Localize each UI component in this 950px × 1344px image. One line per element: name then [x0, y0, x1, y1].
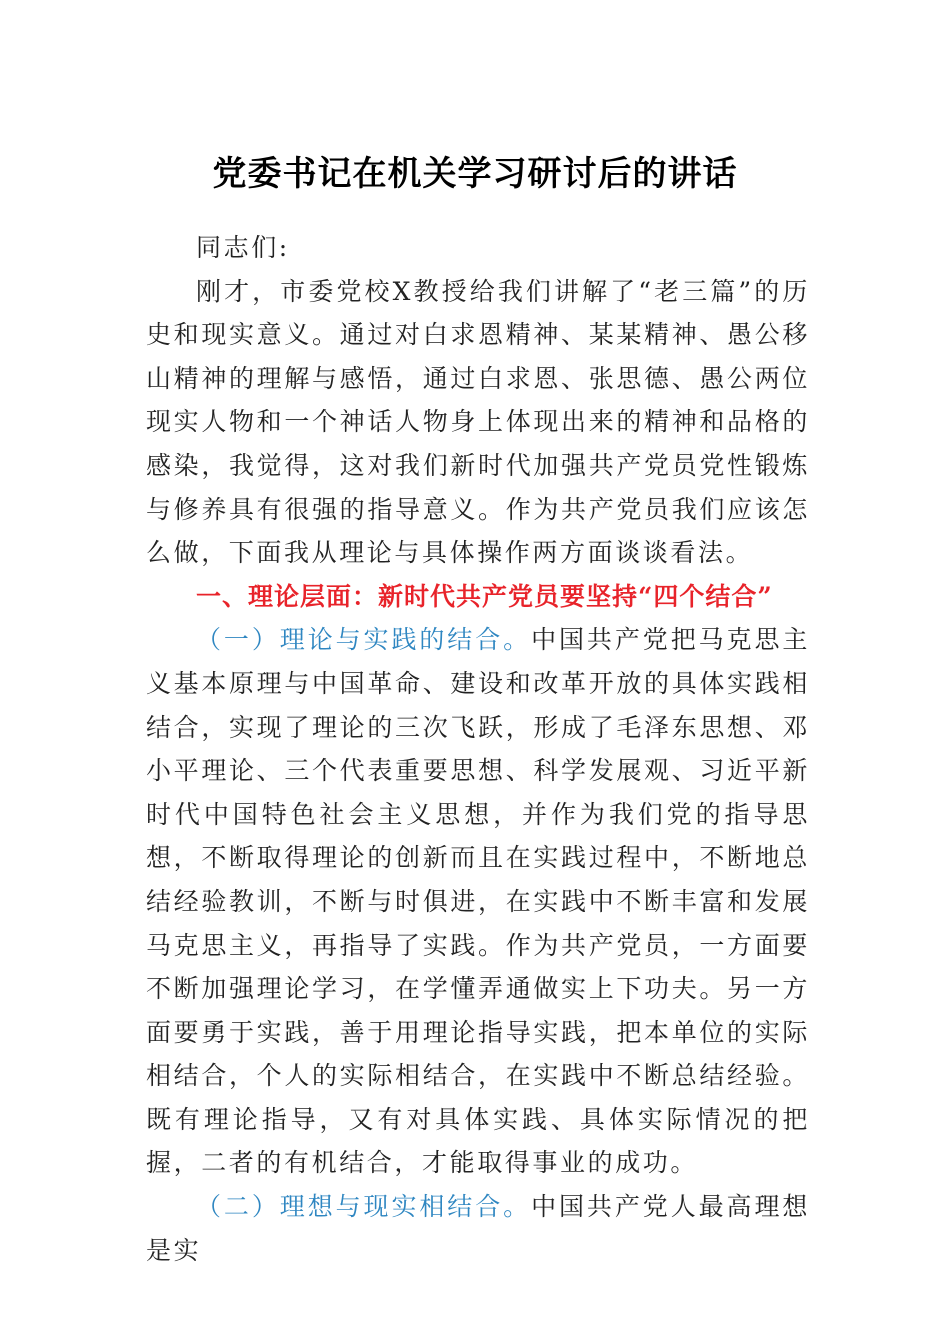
- section-1-label: （一）理论与实践的结合。: [196, 625, 532, 655]
- section-heading: 一、理论层面：新时代共产党员要坚持“四个结合”: [196, 581, 773, 611]
- section-2-paragraph: [146, 1185, 810, 1272]
- intro-paragraph: 刚才，市委党校X教授给我们讲解了“老三篇”的历史和现实意义。通过对白求恩精神、某某精神、愚公移山精神的理解与感悟，通过白求恩、张思德、愚公两位现实人物和一个神话人物身上体现出来的精神和品格的感染，我觉得，这对我们新时代加强共产党员党性锻炼与修养具有很强的指导意义。作为共产党员我们应该怎么做，下面我从理论与具体操作两方面谈谈看法。: [146, 276, 810, 568]
- salutation: 同志们:: [196, 233, 290, 262]
- document-body: [146, 226, 810, 1272]
- section-2-label: （二）理想与现实相结合。: [196, 1192, 532, 1222]
- section-1-text: 中国共产党把马克思主义基本原理与中国革命、建设和改革开放的具体实践相结合，实现了理论的三次飞跃，形成了毛泽东思想、邓小平理论、三个代表重要思想、科学发展观、习近平新时代中国特色社会主义思想，并作为我们党的指导思想，不断取得理论的创新而且在实践过程中，不断地总结经验教训，不断与时俱进，在实践中不断丰富和发展马克思主义，再指导了实践。作为共产党员，一方面要不断加强理论学习，在学懂弄通做实上下功夫。另一方面要勇于实践，善于用理论指导实践，把本单位的实际相结合，个人的实际相结合，在实践中不断总结经验。既有理论指导，又有对具体实践、具体实际情况的把握，二者的有机结合，才能取得事业的成功。: [146, 625, 810, 1178]
- section-2-text: 中国共产党人最高理想是实: [146, 1192, 810, 1265]
- section-1-paragraph: [146, 618, 810, 1185]
- document-title: 党委书记在机关学习研讨后的讲话: [212, 154, 738, 194]
